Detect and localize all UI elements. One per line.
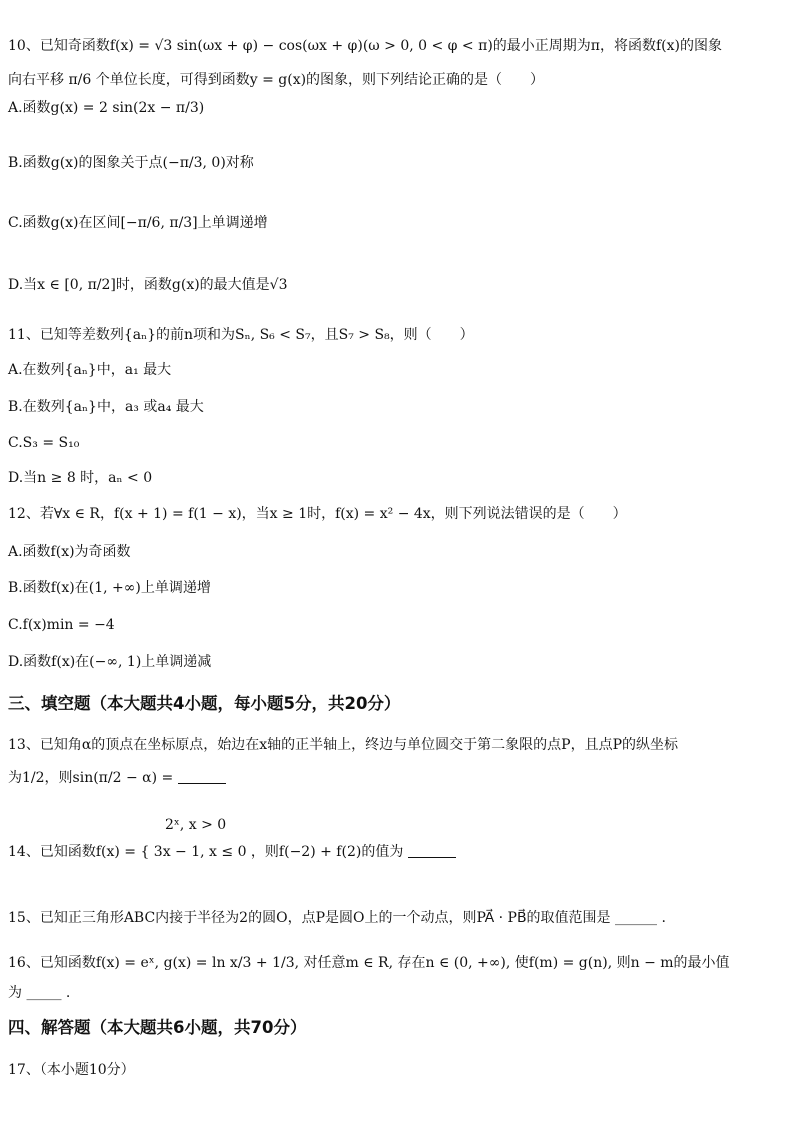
section-3-heading: 三、填空题（本大题共4小题，每小题5分，共20分） [8,694,401,713]
q10-stem-line2: 向右平移 π/6 个单位长度，可得到函数y = g(x)的图象，则下列结论正确的是（ ） [8,72,545,88]
q14-stem [8,842,786,862]
q15-stem: 15、已知正三角形ABC内接于半径为2的圆O，点P是圆O上的一个动点，则PA⃗ · PB⃗的取值范围是 ______ . [8,910,666,926]
section-4-heading: 四、解答题（本大题共6小题，共70分） [8,1018,307,1037]
q11-option-b: B.在数列{aₙ}中，a₃ 或a₄ 最大 [8,399,204,415]
q10-option-a: A.函数g(x) = 2 sin(2x − π/3) [8,100,205,116]
q16-stem-line2: 为 _____ . [8,985,71,1001]
q13-stem-line1: 13、已知角α的顶点在坐标原点，始边在x轴的正半轴上，终边与单位圆交于第二象限的点P，且点P的纵坐标 [8,737,679,753]
q11-option-d: D.当n ≥ 8 时，aₙ < 0 [8,470,153,486]
q11-stem: 11、已知等差数列{aₙ}的前n项和为Sₙ, S₆ < S₇，且S₇ > S₈，则（ ） [8,327,474,343]
q13-answer-blank [178,769,226,784]
q17-title: 17、（本小题10分） [8,1062,135,1078]
q14-answer-blank [408,843,456,858]
q10-option-b: B.函数g(x)的图象关于点(−π/3, 0)对称 [8,155,254,171]
q11-option-a: A.在数列{aₙ}中，a₁ 最大 [8,362,172,378]
q10-option-d: D.当x ∈ [0, π/2]时，函数g(x)的最大值是√3 [8,277,288,293]
q12-option-a: A.函数f(x)为奇函数 [8,544,131,560]
q10-option-c: C.函数g(x)在区间[−π/6, π/3]上单调递增 [8,215,268,231]
q12-option-c: C.f(x)min = −4 [8,617,115,633]
q12-option-b: B.函数f(x)在(1, +∞)上单调递增 [8,580,211,596]
q11-option-c: C.S₃ = S₁₀ [8,435,80,451]
q13-stem-text: 为1/2，则sin(π/2 − α) = [8,770,178,786]
q16-stem-line1: 16、已知函数f(x) = eˣ, g(x) = ln x/3 + 1/3, 对任意m ∈ R, 存在n ∈ (0, +∞), 使f(m) = g(n), 则n − m的最小值 [8,955,730,971]
q10-stem-line1: 10、已知奇函数f(x) = √3 sin(ωx + φ) − cos(ωx + φ)(ω > 0, 0 < φ < π)的最小正周期为π，将函数f(x)的图象 [8,38,722,54]
q13-stem-line2 [8,768,786,788]
q12-option-d: D.函数f(x)在(−∞, 1)上单调递减 [8,654,212,670]
q14-piecewise-case-1: 2ˣ, x > 0 [165,817,227,833]
q12-stem: 12、若∀x ∈ R，f(x + 1) = f(1 − x)，当x ≥ 1时，f(x) = x² − 4x，则下列说法错误的是（ ） [8,506,627,522]
q14-stem-text: 14、已知函数f(x) = { 3x − 1, x ≤ 0 ，则f(−2) + f(2)的值为 [8,844,408,860]
